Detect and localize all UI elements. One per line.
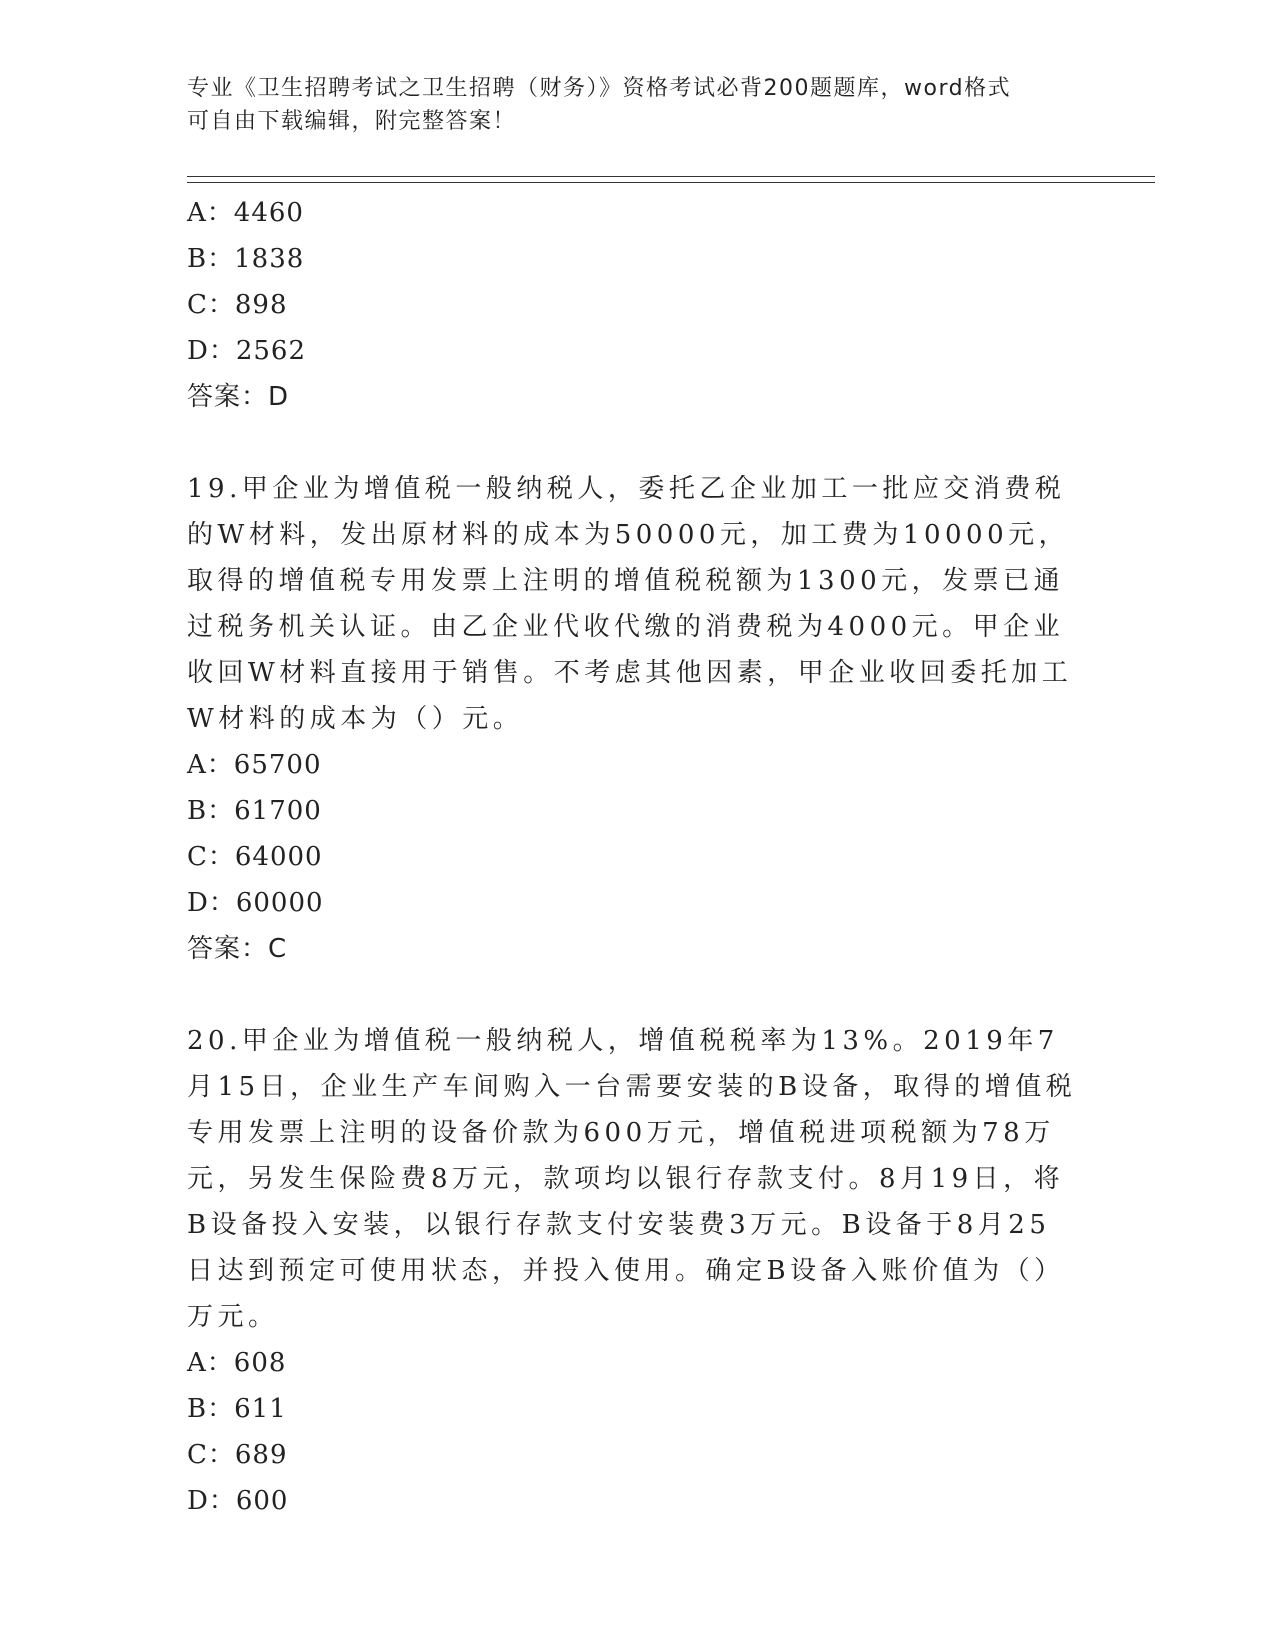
answer-line: 答案：C [187, 934, 288, 964]
option-c: C：689 [187, 1440, 288, 1470]
option-b: B：1838 [187, 244, 305, 274]
document-body [187, 190, 1087, 1524]
option-b: B：61700 [187, 796, 322, 826]
header-title-line-1: 专业《卫生招聘考试之卫生招聘（财务）》资格考试必背200题题库，word格式 [187, 76, 1012, 101]
option-d: D：60000 [187, 888, 324, 918]
option-d: D：600 [187, 1486, 289, 1516]
option-c: C：898 [187, 290, 288, 320]
question-text: 19.甲企业为增值税一般纳税人，委托乙企业加工一批应交消费税的W材料，发出原材料的成本为50000元，加工费为10000元，取得的增值税专用发票上注明的增值税税额为1300元，发票已通过税务机关认证。由乙企业代收代缴的消费税为4000元。甲企业收回W材料直接用于销售。不考虑其他因素，甲企业收回委托加工W材料的成本为（）元。 [187, 474, 1073, 734]
header-divider-bottom [187, 182, 1155, 183]
block-spacer [187, 972, 1087, 1018]
question-block-20 [187, 1018, 1087, 1524]
question-block-19 [187, 466, 1087, 972]
option-c: C：64000 [187, 842, 323, 872]
option-a: A：65700 [187, 750, 322, 780]
question-text: 20.甲企业为增值税一般纳税人，增值税税率为13%。2019年7月15日，企业生产车间购入一台需要安装的B设备，取得的增值税专用发票上注明的设备价款为600万元，增值税进项税额为78万元，另发生保险费8万元，款项均以银行存款支付。8月19日，将B设备投入安装，以银行存款支付安装费3万元。B设备于8月25日达到预定可使用状态，并投入使用。确定B设备入账价值为（）万元。 [187, 1026, 1077, 1332]
block-spacer [187, 420, 1087, 466]
header-title-line-2: 可自由下载编辑，附完整答案！ [187, 109, 517, 134]
question-block-18 [187, 190, 1087, 420]
option-b: B：611 [187, 1394, 287, 1424]
option-d: D：2562 [187, 336, 307, 366]
option-a: A：4460 [187, 198, 304, 228]
document-header [187, 72, 1067, 138]
option-a: A：608 [187, 1348, 287, 1378]
answer-line: 答案：D [187, 382, 290, 412]
header-divider-top [187, 176, 1155, 177]
